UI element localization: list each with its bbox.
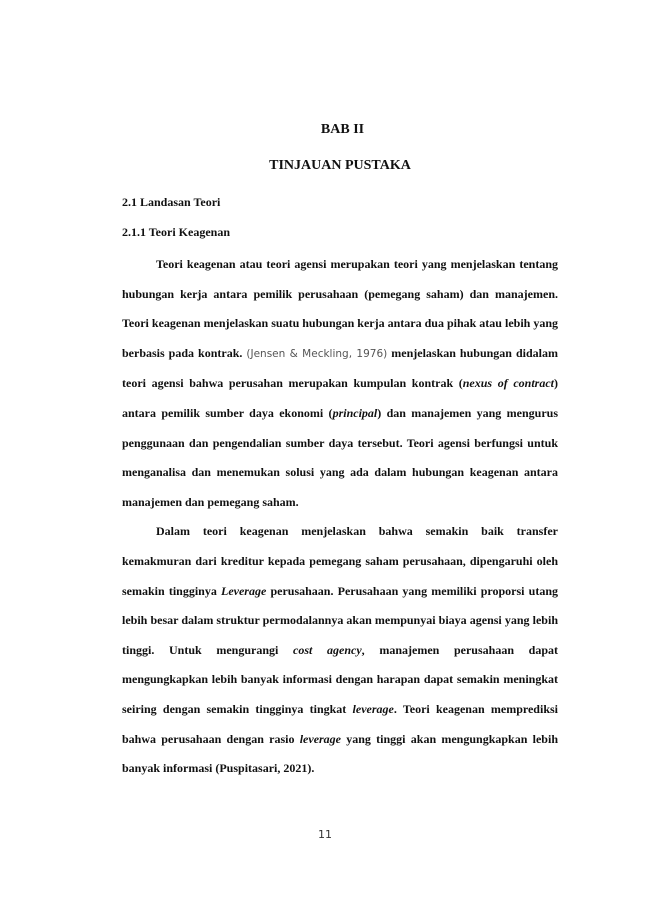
chapter-label: BAB II [320,122,365,137]
paragraph-text: perusahaan. Perusahaan yang memiliki proporsi utang lebih besar dalam struktur permodalannya akan mempunyai biaya agensi yang lebih tinggi. Untuk mengurangi [122,583,558,657]
paragraph-text: menjelaskan hubungan didalam teori agensi bahwa perusahan merupakan kumpulan kontrak ( [122,345,558,391]
paragraph-text: yang tinggi akan mengungkapkan lebih banyak informasi (Puspitasari, 2021). [122,731,558,776]
page-number: 11 [318,828,332,841]
section-heading: 2.1 Landasan Teori [122,195,221,209]
paragraph-text: . Teori keagenan memprediksi bahwa perusahaan dengan rasio [122,701,558,746]
paragraph-text: , manajemen perusahaan dapat mengungkapkan lebih banyak informasi dengan harapan dapat semakin meningkat seiring dengan semakin tingginya tingkat [122,642,559,716]
citation: (Jensen & Meckling, 1976) [246,347,388,360]
italic-term: nexus of contract [462,376,554,391]
italic-term: Leverage [220,583,267,598]
italic-term: leverage [352,701,394,716]
paragraph-text: Teori keagenan atau teori agensi merupakan teori yang menjelaskan tentang hubungan kerja antara pemilik perusahaan (pemegang saham) dan manajemen. Teori keagenan menjelaskan suatu hubungan kerja antara dua pihak atau lebih yang berbasis pada kontrak. [122,257,558,360]
chapter-title: TINJAUAN PUSTAKA [269,158,411,173]
body-text [122,250,558,784]
paragraph-text: Dalam teori keagenan menjelaskan bahwa semakin baik transfer kemakmuran dari kreditur kepada pemegang saham perusahaan, dipengaruhi oleh semakin tingginya [122,524,558,598]
italic-term: principal [332,405,378,420]
paragraph-agency-theory [122,250,558,517]
paragraph-text: ) antara pemilik sumber daya ekonomi ( [122,376,558,420]
paragraph-leverage [122,517,558,783]
subsection-heading: 2.1.1 Teori Keagenan [122,225,231,239]
paragraph-text: ) dan manajemen yang mengurus penggunaan dan pengendalian sumber daya tersebut. Teori agensi berfungsi untuk menganalisa dan menemukan solusi yang ada dalam hubungan keagenan antara manajemen dan pemegang saham. [122,405,558,509]
italic-term: leverage [299,731,342,746]
italic-term: cost agency [293,642,362,657]
